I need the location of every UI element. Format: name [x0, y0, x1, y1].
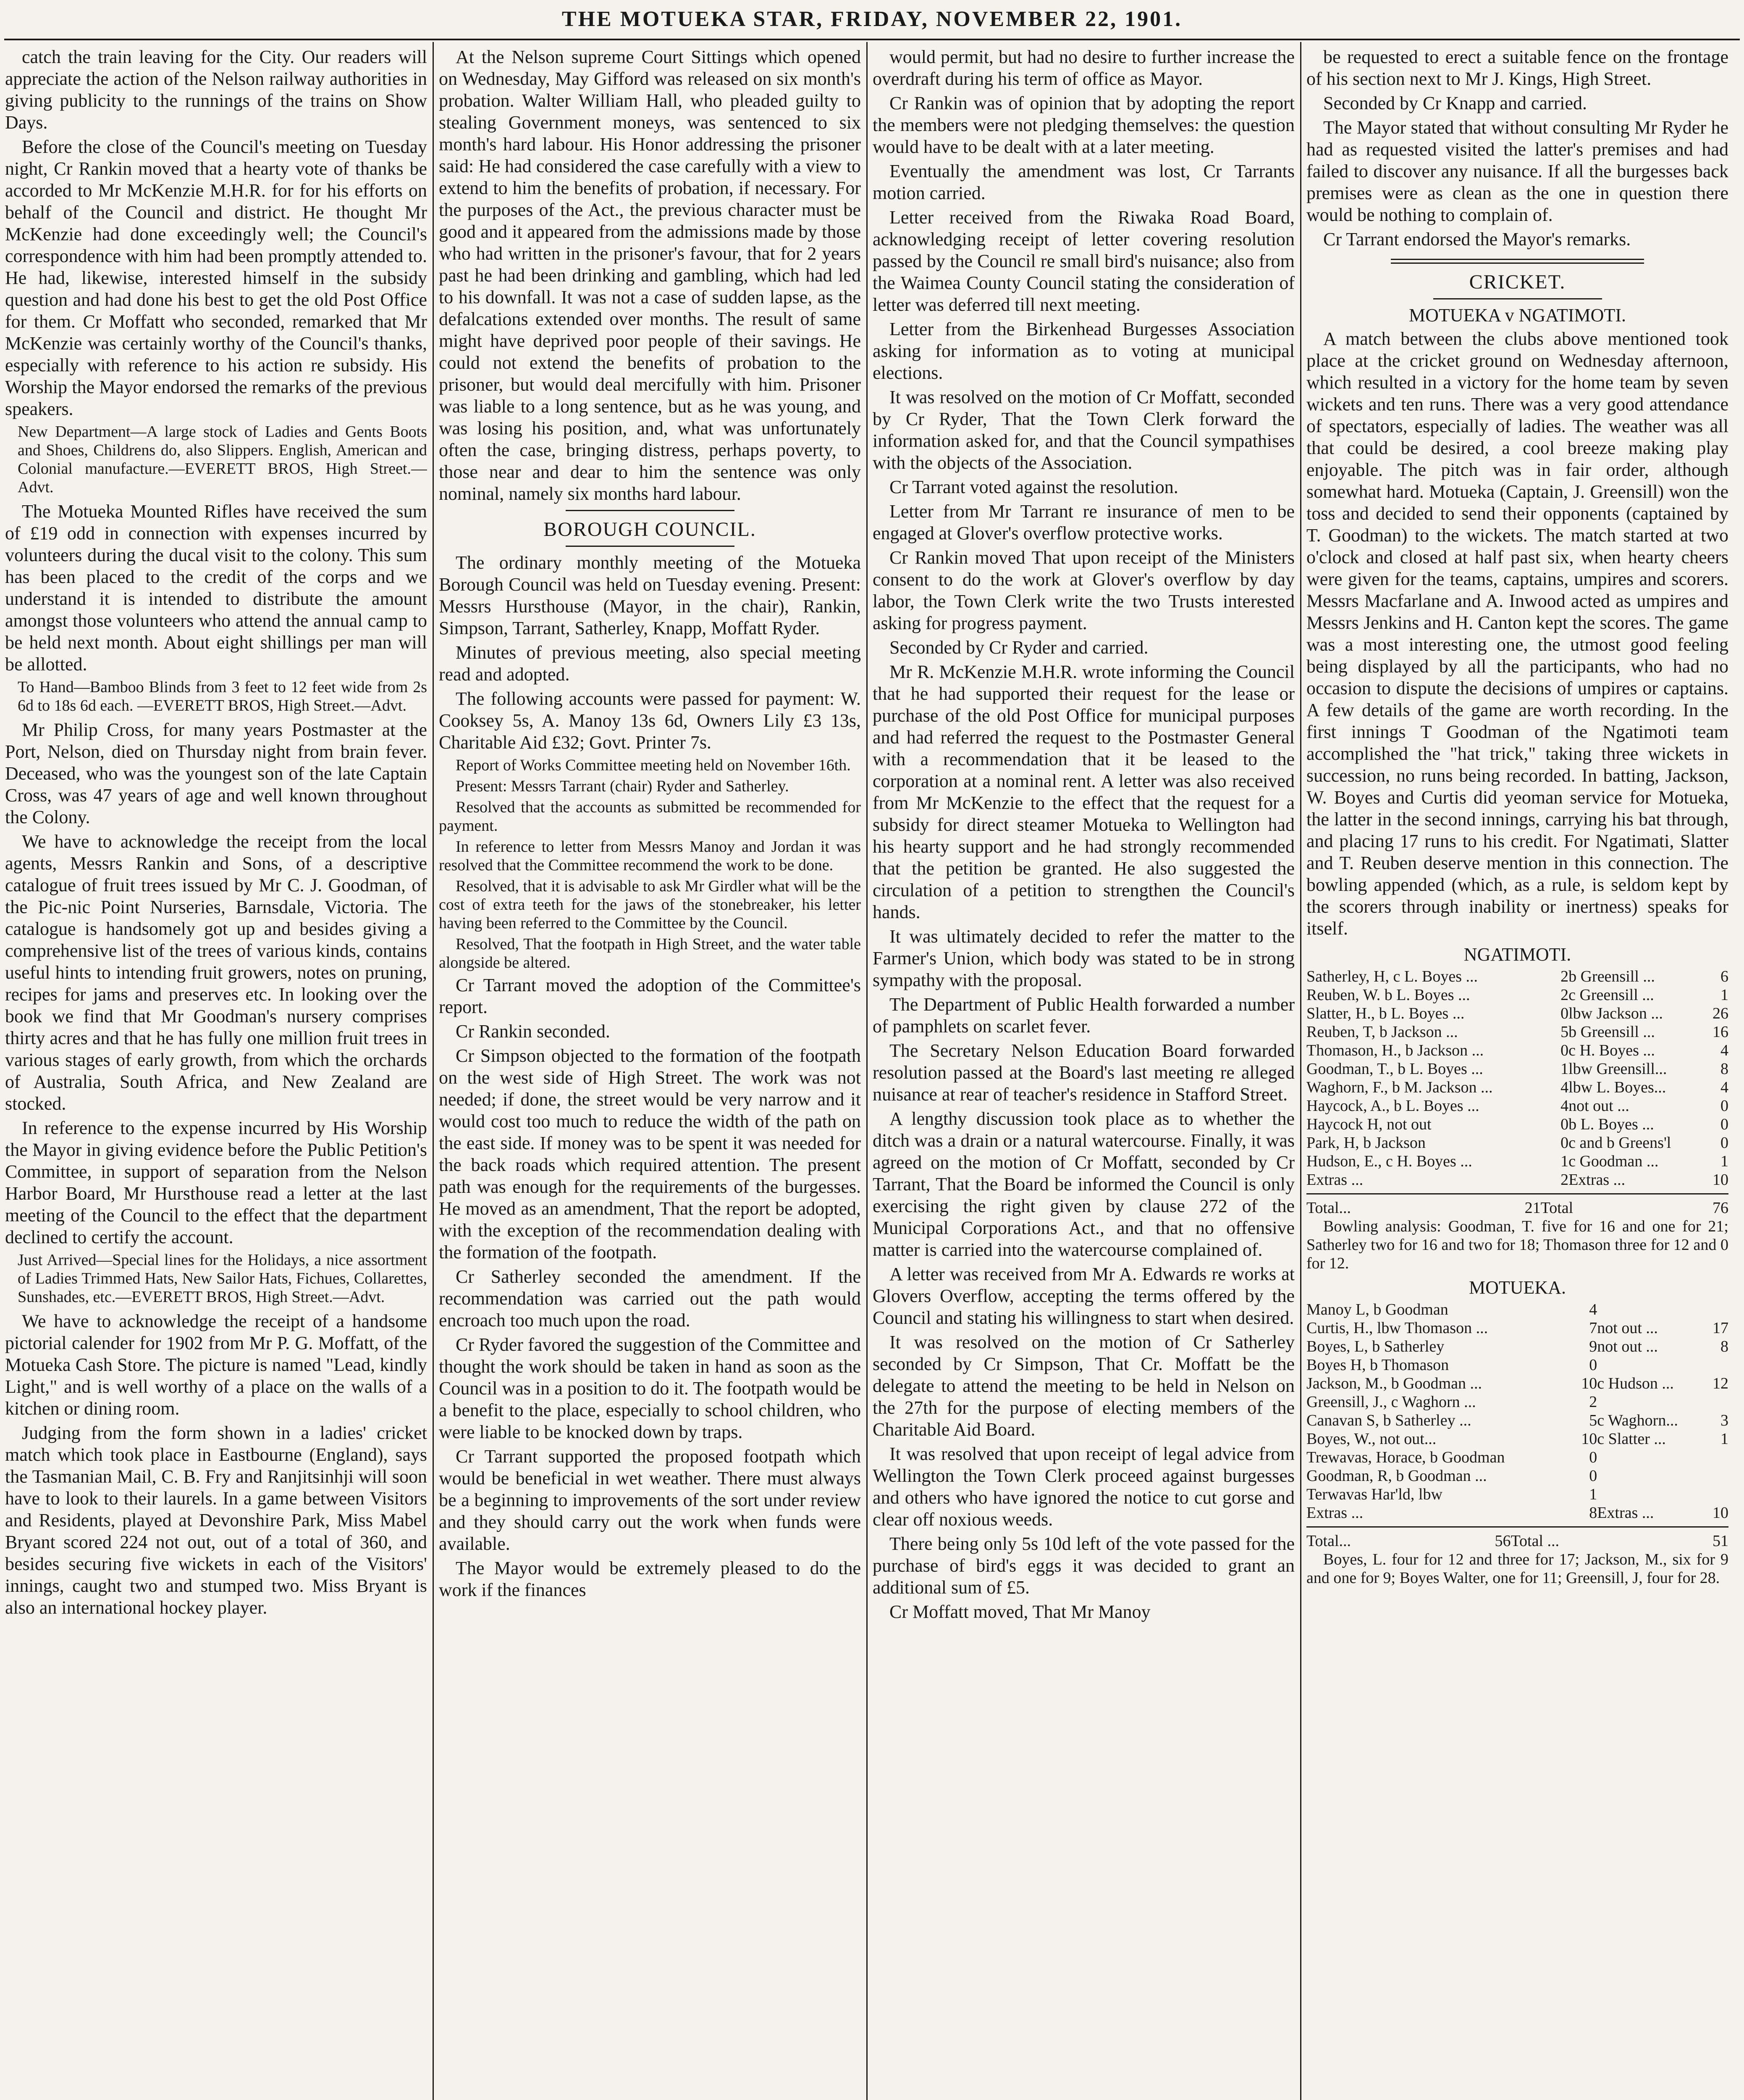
paragraph: Minutes of previous meeting, also special meeting read and adopted. — [439, 642, 861, 685]
batsman-row — [1306, 1319, 1728, 1337]
second-innings-dismissal: lbw Jackson ... — [1568, 1005, 1663, 1022]
team2-name: MOTUEKA. — [1469, 1277, 1566, 1298]
second-innings-dismissal: lbw L. Boyes... — [1568, 1079, 1666, 1096]
column-2 — [439, 46, 861, 2100]
second-innings-runs: 16 — [1713, 1023, 1728, 1041]
second-innings-runs: 4 — [1720, 1042, 1728, 1059]
paragraph: Letter received from the Riwaka Road Board, acknowledging receipt of letter covering resolution passed by the Council re small bird's nuisance; also from the Waimea County Council stating the consideration of letter was deferred till next meeting. — [873, 207, 1295, 315]
total-second-innings: 76 — [1713, 1199, 1728, 1217]
second-innings-dismissal — [1597, 1356, 1707, 1374]
second-innings-runs: 0 — [1720, 1097, 1728, 1115]
team1-name: NGATIMOTI. — [1463, 944, 1571, 965]
first-innings-runs: 1 — [1560, 1060, 1569, 1078]
advertisement: Just Arrived—Special lines for the Holidays, a nice assortment of Ladies Trimmed Hats, New Sailor Hats, Fichues, Collarettes, Sunshades, etc.—EVERETT BROS, High Street.—Advt. — [18, 1251, 427, 1306]
second-innings-runs: 4 — [1720, 1079, 1728, 1096]
column-4 — [1306, 46, 1728, 2100]
batsman-row — [1306, 1078, 1728, 1097]
batsman-row — [1306, 1171, 1728, 1189]
first-innings-runs: 8 — [1589, 1504, 1597, 1522]
batsman-name: Reuben, W. b L. Boyes ... — [1306, 986, 1470, 1004]
first-innings-runs: 10 — [1581, 1375, 1597, 1392]
second-innings-runs — [1707, 1393, 1728, 1411]
paragraph: The Mayor stated that without consulting Mr Ryder he had as requested visited the latter's premises and had failed to discover any nuisance. If all the burgesses back premises were as clean as the one in question there would be nothing to complain of. — [1306, 117, 1728, 225]
second-innings-dismissal: b L. Boyes ... — [1568, 1116, 1654, 1133]
committee-minute: Resolved, That the footpath in High Street, and the water table alongside be altered. — [439, 935, 861, 971]
second-innings-dismissal: b Greensill ... — [1568, 968, 1655, 985]
first-innings-runs: 5 — [1589, 1412, 1597, 1429]
paragraph: Before the close of the Council's meeting on Tuesday night, Cr Rankin moved that a hearty vote of thanks be accorded to Mr McKenzie M.H.R. for for his efforts on behalf of the Council and district. He thought Mr McKenzie had done exceedingly well; the Council's correspondence with him had been promptly attended to. He had, likewise, interested himself in the subsidy question and had done his best to get the old Post Office for them. Cr Moffatt who seconded, remarked that Mr McKenzie was certainly worthy of the Council's thanks, especially with reference to his action re subsidy. His Worship the Mayor endorsed the remarks of the previous speakers. — [5, 136, 427, 419]
batsman-row — [1306, 1430, 1728, 1448]
paragraph: The Motueka Mounted Rifles have received the sum of £19 odd in connection with expenses incurred by volunteers during the ducal visit to the colony. This sum has been placed to the credit of the corps and we understand it is intended to distribute the amount amongst those volunteers who attend the annual camp to be held next month. About eight shillings per man will be allotted. — [5, 501, 427, 675]
batsman-name: Reuben, T, b Jackson ... — [1306, 1023, 1458, 1041]
second-innings-dismissal — [1597, 1467, 1707, 1485]
batsman-row — [1306, 1023, 1728, 1041]
section-divider — [1391, 259, 1644, 264]
batsman-row — [1306, 1152, 1728, 1171]
batsman-name: Waghorn, F., b M. Jackson ... — [1306, 1079, 1493, 1096]
second-innings-runs: 10 — [1713, 1504, 1728, 1522]
first-innings-runs: 10 — [1581, 1430, 1597, 1448]
council-report-end — [1306, 46, 1728, 250]
second-innings-runs — [1707, 1485, 1728, 1504]
paragraph: would permit, but had no desire to further increase the overdraft during his term of office as Mayor. — [873, 47, 1295, 89]
match-report: A match between the clubs above mentioned took place at the cricket ground on Wednesday afternoon, which resulted in a victory for the home team by seven wickets and ten runs. There was a very good attendance of spectators, especially of ladies. The weather was all that could be desired, a cool breeze making play enjoyable. The pitch was in fair order, although somewhat hard. Motueka (Captain, J. Greensill) won the toss and decided to send their opponents (captained by T. Goodman) to the wickets. The match started at two o'clock and closed at half past six, when hearty cheers were given for the teams, captains, umpires and scorers. Messrs Macfarlane and A. Inwood acted as umpires and Messrs Jenkins and H. Canton kept the scores. The game was a most interesting one, the utmost good feeling being displayed by all the participants, who had no occasion to dispute the decisions of umpires or captains. A few details of the game are worth recording. In the first innings T Goodman of the Ngatimoti team accomplished the "hat trick," taking three wickets in succession, no runs being recorded. In batting, Jackson, W. Boyes and Curtis did yeoman service for Motueka, the latter in the second innings, carrying his bat through, and placing 17 runs to his credit. For Ngatimati, Slatter and T. Reuben deserve mention in this connection. The bowling appended (which, as a rule, is seldom kept by the scorers through inability or inertness) speaks for itself. — [1306, 328, 1728, 939]
section-heading: BOROUGH COUNCIL. — [543, 518, 756, 541]
total-label-2: Total ... — [1511, 1532, 1559, 1550]
first-innings-runs: 0 — [1589, 1467, 1597, 1485]
batsman-row — [1306, 1467, 1728, 1485]
paragraph: There being only 5s 10d left of the vote passed for the purchase of bird's eggs it was decided to grant an additional sum of £5. — [873, 1533, 1295, 1598]
motueka-bowling: Boyes, L. four for 12 and three for 17; Jackson, M., six for 9 and one for 9; Boyes Walter, one for 11; Greensill, J, four for 28. — [1306, 1551, 1728, 1587]
first-innings-runs: 2 — [1560, 968, 1569, 985]
batsman-name: Boyes H, b Thomason — [1306, 1356, 1449, 1374]
batsman-row — [1306, 1485, 1728, 1504]
paragraph: It was resolved that upon receipt of legal advice from Wellington the Town Clerk proceed against burgesses and others who have ignored the notice to cut gorse and clear off noxious weeds. — [873, 1444, 1295, 1530]
batsman-row — [1306, 1134, 1728, 1152]
batsman-name: Thomason, H., b Jackson ... — [1306, 1042, 1484, 1059]
second-innings-runs — [1707, 1300, 1728, 1319]
second-innings-dismissal: not out ... — [1597, 1319, 1658, 1337]
second-innings-runs: 1 — [1720, 986, 1728, 1004]
paragraph: Mr Philip Cross, for many years Postmaster at the Port, Nelson, died on Thursday night from brain fever. Deceased, who was the youngest son of the late Captain Cross, was 47 years of age and well known throughout the Colony. — [5, 719, 427, 827]
second-innings-dismissal: Extras ... — [1597, 1504, 1654, 1522]
batsman-name: Hudson, E., c H. Boyes ... — [1306, 1152, 1472, 1170]
first-innings-runs: 0 — [1560, 1042, 1569, 1059]
second-innings-runs: 12 — [1713, 1375, 1728, 1392]
paragraph: In reference to the expense incurred by His Worship the Mayor in giving evidence before the Public Petition's Committee, in support of separation from the Nelson Harbor Board, Mr Hursthouse read a letter at the last meeting of the Council to the effect that the department declined to certify the account. — [5, 1118, 427, 1247]
batsman-name: Extras ... — [1306, 1171, 1364, 1189]
first-innings-runs: 1 — [1589, 1486, 1597, 1503]
paragraph: Seconded by Cr Knapp and carried. — [1323, 93, 1587, 113]
second-innings-runs: 3 — [1720, 1412, 1728, 1429]
paragraph: Mr R. McKenzie M.H.R. wrote informing the Council that he had supported their request for the lease or purchase of the old Post Office for municipal purposes and had referred the request to the Postmaster General with a recommendation that it be leased to the corporation at a nominal rent. A letter was also received from Mr McKenzie to the effect that the request for a subsidy for direct steamer Motueka to Wellington had his hearty support and he had strongly recommended that the petition be granted. He also suggested the circulation of a petition to strengthen the Council's hands. — [873, 662, 1295, 922]
second-innings-runs: 1 — [1720, 1152, 1728, 1170]
first-innings-runs: 4 — [1560, 1079, 1569, 1096]
batsman-row — [1306, 1448, 1728, 1467]
match-title: MOTUEKA v NGATIMOTI. — [1409, 305, 1626, 326]
batsman-name: Goodman, T., b L. Boyes ... — [1306, 1060, 1483, 1078]
advertisement: New Department—A large stock of Ladies and Gents Boots and Shoes, Childrens do, also Slippers. English, American and Colonial manufacture.—EVERETT BROS, High Street.—Advt. — [18, 423, 427, 496]
paragraph: Eventually the amendment was lost, Cr Tarrants motion carried. — [873, 161, 1295, 203]
total-rule — [1306, 1526, 1728, 1528]
paragraph: A letter was received from Mr A. Edwards re works at Glovers Overflow, accepting the terms offered by the Council and stating his willingness to start when desired. — [873, 1264, 1295, 1328]
first-innings-runs: 0 — [1589, 1449, 1597, 1466]
column-rule-2 — [866, 42, 868, 2100]
column-rule-1 — [433, 42, 434, 2100]
heading-rule — [566, 510, 734, 511]
second-innings-dismissal: lbw Greensill... — [1568, 1060, 1667, 1078]
batsman-row — [1306, 1115, 1728, 1134]
paragraph: Cr Tarrant moved the adoption of the Committee's report. — [439, 975, 861, 1017]
second-innings-runs: 6 — [1720, 968, 1728, 985]
first-innings-runs: 0 — [1560, 1134, 1569, 1152]
first-innings-runs: 7 — [1589, 1319, 1597, 1337]
second-innings-runs: 26 — [1713, 1005, 1728, 1022]
paragraph: It was resolved on the motion of Cr Satherley seconded by Cr Simpson, That Cr. Moffatt be the delegate to attend the meeting to be held in Nelson on the 27th for the purpose of electing members of the Charitable Aid Board. — [873, 1332, 1295, 1440]
ngatimoti-bowling: Bowling analysis: Goodman, T. five for 16 and one for 21; Satherley two for 16 and two for 18; Thomason three for 12 and 0 for 12. — [1306, 1218, 1728, 1272]
second-innings-runs — [1707, 1467, 1728, 1485]
second-innings-runs: 10 — [1713, 1171, 1728, 1189]
batsman-row — [1306, 1097, 1728, 1115]
batsman-name: Trewavas, Horace, b Goodman — [1306, 1449, 1505, 1466]
paragraph: The following accounts were passed for payment: W. Cooksey 5s, A. Manoy 13s 6d, Owners Lily £3 13s, Charitable Aid £32; Govt. Printer 7s. — [439, 688, 861, 753]
paragraph: Cr Ryder favored the suggestion of the Committee and thought the work should be taken in hand as soon as the Council was in a position to do it. The footpath would be a benefit to the place, especially to school children, who were liable to be knocked down by traps. — [439, 1334, 861, 1442]
first-innings-runs: 4 — [1589, 1301, 1597, 1318]
heading-rule — [1433, 298, 1602, 299]
second-innings-runs: 8 — [1720, 1060, 1728, 1078]
batsman-row — [1306, 1004, 1728, 1023]
motueka-total — [1306, 1532, 1728, 1550]
paragraph: Cr Rankin was of opinion that by adopting the report the members were not pledging themselves: the question would have to be dealt with at a later meeting. — [873, 93, 1295, 157]
batsman-name: Goodman, R, b Goodman ... — [1306, 1467, 1487, 1485]
paragraph: The ordinary monthly meeting of the Motueka Borough Council was held on Tuesday evening. Present: Messrs Hursthouse (Mayor, in the chair), Rankin, Simpson, Tarrant, Satherley, Knapp, Moffatt Ryder. — [439, 552, 861, 638]
second-innings-runs: 17 — [1713, 1319, 1728, 1337]
batsman-row — [1306, 1337, 1728, 1356]
ngatimoti-total — [1306, 1199, 1728, 1217]
committee-minute: Resolved that the accounts as submitted be recommended for payment. — [439, 798, 861, 835]
batsman-name: Extras ... — [1306, 1504, 1364, 1522]
batsman-name: Slatter, H., b L. Boyes ... — [1306, 1005, 1465, 1022]
second-innings-dismissal: c Goodman ... — [1568, 1152, 1659, 1170]
batsman-row — [1306, 1300, 1728, 1319]
paragraph: Cr Rankin moved That upon receipt of the Ministers consent to do the work at Glover's overflow by day labor, the Town Clerk write the two Trusts interested asking for progress payment. — [873, 547, 1295, 633]
batsman-row — [1306, 1374, 1728, 1393]
motueka-scorecard — [1306, 1300, 1728, 1522]
column-rule-3 — [1300, 42, 1301, 2100]
masthead: THE MOTUEKA STAR, FRIDAY, NOVEMBER 22, 1901. — [561, 7, 1183, 31]
second-innings-runs: 8 — [1720, 1338, 1728, 1355]
batsman-name: Terwavas Har'ld, lbw — [1306, 1486, 1442, 1503]
total-second-innings: 51 — [1713, 1532, 1728, 1550]
paragraph: The Secretary Nelson Education Board forwarded resolution passed at the Board's last meeting re alleged nuisance at rear of teacher's residence in Stafford Street. — [873, 1040, 1295, 1105]
batsman-name: Manoy L, b Goodman — [1306, 1301, 1448, 1318]
second-innings-runs: 0 — [1720, 1116, 1728, 1133]
second-innings-dismissal: c Hudson ... — [1597, 1375, 1674, 1392]
second-innings-runs: 1 — [1720, 1430, 1728, 1448]
batsman-name: Greensill, J., c Waghorn ... — [1306, 1393, 1476, 1411]
batsman-row — [1306, 1060, 1728, 1078]
second-innings-dismissal: Extras ... — [1568, 1171, 1626, 1189]
first-innings-runs: 9 — [1589, 1338, 1597, 1355]
batsman-name: Haycock H, not out — [1306, 1116, 1432, 1133]
paragraph: Letter from Mr Tarrant re insurance of men to be engaged at Glover's overflow protective works. — [873, 501, 1295, 543]
committee-minute: Resolved, that it is advisable to ask Mr Girdler what will be the cost of extra teeth for the jaws of the stonebreaker, his letter having been referred to the Committee by the Council. — [439, 877, 861, 932]
total-rule — [1306, 1193, 1728, 1194]
paragraph: Cr Tarrant voted against the resolution. — [889, 477, 1178, 497]
batsman-row — [1306, 1504, 1728, 1522]
second-innings-dismissal: not out ... — [1597, 1338, 1658, 1355]
total-label: Total... — [1306, 1532, 1351, 1550]
second-innings-dismissal — [1597, 1485, 1707, 1504]
batsman-name: Satherley, H, c L. Boyes ... — [1306, 968, 1478, 985]
batsman-name: Curtis, H., lbw Thomason ... — [1306, 1319, 1488, 1337]
batsman-name: Boyes, W., not out... — [1306, 1430, 1437, 1448]
batsman-name: Haycock, A., b L. Boyes ... — [1306, 1097, 1479, 1115]
paragraph: Letter from the Birkenhead Burgesses Association asking for information as to voting at municipal elections. — [873, 319, 1295, 383]
column-3 — [873, 46, 1295, 2100]
paragraph: The Department of Public Health forwarded a number of pamphlets on scarlet fever. — [873, 994, 1295, 1037]
paragraph: We have to acknowledge the receipt of a handsome pictorial calender for 1902 from Mr P. G. Moffatt, of the Motueka Cash Store. The picture is named "Lead, kindly Light," and is well worthy of a place on the walls of a kitchen or dining room. — [5, 1311, 427, 1419]
second-innings-dismissal: c Greensill ... — [1568, 986, 1654, 1004]
paragraph: Cr Tarrant supported the proposed footpath which would be beneficial in wet weather. There must always be a beginning to improvements of the sort under review and they should carry out the work when funds were available. — [439, 1446, 861, 1554]
first-innings-runs: 2 — [1589, 1393, 1597, 1411]
total-label: Total... — [1306, 1199, 1351, 1217]
column-1 — [5, 46, 427, 2100]
second-innings-dismissal: c Slatter ... — [1597, 1430, 1666, 1448]
second-innings-dismissal — [1597, 1393, 1707, 1411]
second-innings-dismissal: c and b Greens'l — [1568, 1134, 1671, 1152]
batsman-name: Canavan S, b Satherley ... — [1306, 1412, 1471, 1429]
second-innings-dismissal — [1597, 1300, 1707, 1319]
paragraph: Judging from the form shown in a ladies' cricket match which took place in Eastbourne (England), says the Tasmanian Mail, C. B. Fry and Ranjitsinhji will soon have to look to their laurels. In a game between Visitors and Residents, played at Devonshire Park, Miss Mabel Bryant scored 224 not out, out of a total of 360, and besides securing five wickets in each of the Visitors' innings, caught two and stumped two. Miss Bryant is also an international hockey player. — [5, 1423, 427, 1618]
first-innings-runs: 4 — [1560, 1097, 1569, 1115]
paragraph: Cr Simpson objected to the formation of the footpath on the west side of High Street. The work was not needed; if done, the street would be very narrow and it would cost too much to reduce the width of the path on the east side. If money was to be spent it was needed for the back roads which required attention. The present path was enough for the requirements of the burgesses. He moved as an amendment, That the report be adopted, with the exception of the recommendation dealing with the formation of the footpath. — [439, 1045, 861, 1263]
first-innings-runs: 2 — [1560, 1171, 1569, 1189]
committee-minute: Present: Messrs Tarrant (chair) Ryder and Satherley. — [456, 777, 789, 795]
masthead-rule — [4, 39, 1740, 40]
batsman-name: Jackson, M., b Goodman ... — [1306, 1375, 1482, 1392]
first-innings-runs: 0 — [1589, 1356, 1597, 1374]
batsman-row — [1306, 1356, 1728, 1374]
second-innings-dismissal: c H. Boyes ... — [1568, 1042, 1655, 1059]
cricket-heading: CRICKET. — [1469, 271, 1566, 293]
batsman-row — [1306, 967, 1728, 986]
paragraph: The Mayor would be extremely pleased to do the work if the finances — [439, 1558, 861, 1600]
batsman-name: Park, H, b Jackson — [1306, 1134, 1426, 1152]
second-innings-dismissal: c Waghorn... — [1597, 1412, 1678, 1429]
total-label-2: Total — [1540, 1199, 1574, 1217]
batsman-row — [1306, 986, 1728, 1004]
second-innings-runs — [1707, 1448, 1728, 1467]
paragraph: Seconded by Cr Ryder and carried. — [889, 637, 1149, 658]
first-innings-runs: 1 — [1560, 1152, 1569, 1170]
total-first-innings: 56 — [1495, 1532, 1511, 1550]
total-first-innings: 21 — [1524, 1199, 1541, 1217]
heading-rule — [566, 546, 734, 547]
committee-minute: Report of Works Committee meeting held on November 16th. — [456, 756, 851, 774]
paragraph: Cr Tarrant endorsed the Mayor's remarks. — [1323, 229, 1631, 249]
first-innings-runs: 2 — [1560, 986, 1569, 1004]
paragraph: be requested to erect a suitable fence on the frontage of his section next to Mr J. Kings, High Street. — [1306, 47, 1728, 89]
paragraph: catch the train leaving for the City. Our readers will appreciate the action of the Nelson railway authorities in giving publicity to the runnings of the trains on Show Days. — [5, 47, 427, 133]
second-innings-runs — [1707, 1356, 1728, 1374]
first-innings-runs: 0 — [1560, 1005, 1569, 1022]
batsman-row — [1306, 1393, 1728, 1411]
batsman-row — [1306, 1411, 1728, 1430]
first-innings-runs: 5 — [1560, 1023, 1569, 1041]
advertisement: To Hand—Bamboo Blinds from 3 feet to 12 feet wide from 2s 6d to 18s 6d each. —EVERETT BROS, High Street.—Advt. — [18, 678, 427, 714]
paragraph: Cr Moffatt moved, That Mr Manoy — [889, 1601, 1151, 1622]
committee-minute: In reference to letter from Messrs Manoy and Jordan it was resolved that the Committee recommend the work to be done. — [439, 838, 861, 874]
ngatimoti-scorecard — [1306, 967, 1728, 1189]
paragraph: A lengthy discussion took place as to whether the ditch was a drain or a natural watercourse. Finally, it was agreed on the motion of Cr Moffatt, seconded by Cr Tarrant, That the Board be informed the Council is only exercising the right given by clause 272 of the Municipal Corporations Act., and that no offensive matter is carried into the watercourse complained of. — [873, 1108, 1295, 1260]
second-innings-dismissal: not out ... — [1568, 1097, 1629, 1115]
paragraph: It was resolved on the motion of Cr Moffatt, seconded by Cr Ryder, That the Town Clerk forward the information asked for, and that the Council sympathises with the objects of the Association. — [873, 387, 1295, 473]
second-innings-runs: 0 — [1720, 1134, 1728, 1152]
batsman-name: Boyes, L, b Satherley — [1306, 1338, 1445, 1355]
batsman-row — [1306, 1041, 1728, 1060]
paragraph: It was ultimately decided to refer the matter to the Farmer's Union, which body was stated to be in strong sympathy with the proposal. — [873, 926, 1295, 990]
second-innings-dismissal — [1597, 1448, 1707, 1467]
second-innings-dismissal: b Greensill ... — [1568, 1023, 1655, 1041]
paragraph: We have to acknowledge the receipt from the local agents, Messrs Rankin and Sons, of a descriptive catalogue of fruit trees issued by Mr C. J. Goodman, of the Pic-nic Point Nurseries, Barnsdale, Victoria. The catalogue is handsomely got up and besides giving a comprehensive list of the trees of various kinds, contains useful hints to intending fruit growers, notes on pruning, recipes for jams and preserves etc. In looking over the book we find that Mr Goodman's nursery comprises thirty acres and that he has fully one million fruit trees in various stages of early growth, from which the orchards of Australia, South Africa, and New Zealand are stocked. — [5, 831, 427, 1114]
paragraph: Cr Satherley seconded the amendment. If the recommendation was carried out the path would encroach too much upon the road. — [439, 1266, 861, 1331]
paragraph: Cr Rankin seconded. — [456, 1021, 610, 1042]
first-innings-runs: 0 — [1560, 1116, 1569, 1133]
paragraph: At the Nelson supreme Court Sittings which opened on Wednesday, May Gifford was released on six month's probation. Walter William Hall, who pleaded guilty to stealing Government moneys, was sentenced to six month's hard labour. His Honor addressing the prisoner said: He had considered the case carefully with a view to extend to him the benefits of probation, if necessary. For the purposes of the Act., the previous character must be good and it appeared from the admissions made by those who had written in the prisoner's favour, that for 2 years past he had been drinking and gambling, which had led to his downfall. It was not a case of sudden lapse, as the defalcations extended over months. The result of same might have deprived poor people of their savings. He could not extend the benefits of probation to the prisoner, but would deal mercifully with him. Prisoner was liable to a long sentence, but as he was young, and was losing his position, and, what was unfortunately often the case, bringing distress, perhaps poverty, to those near and dear to him the sentence was only nominal, namely six months hard labour. — [439, 47, 861, 504]
